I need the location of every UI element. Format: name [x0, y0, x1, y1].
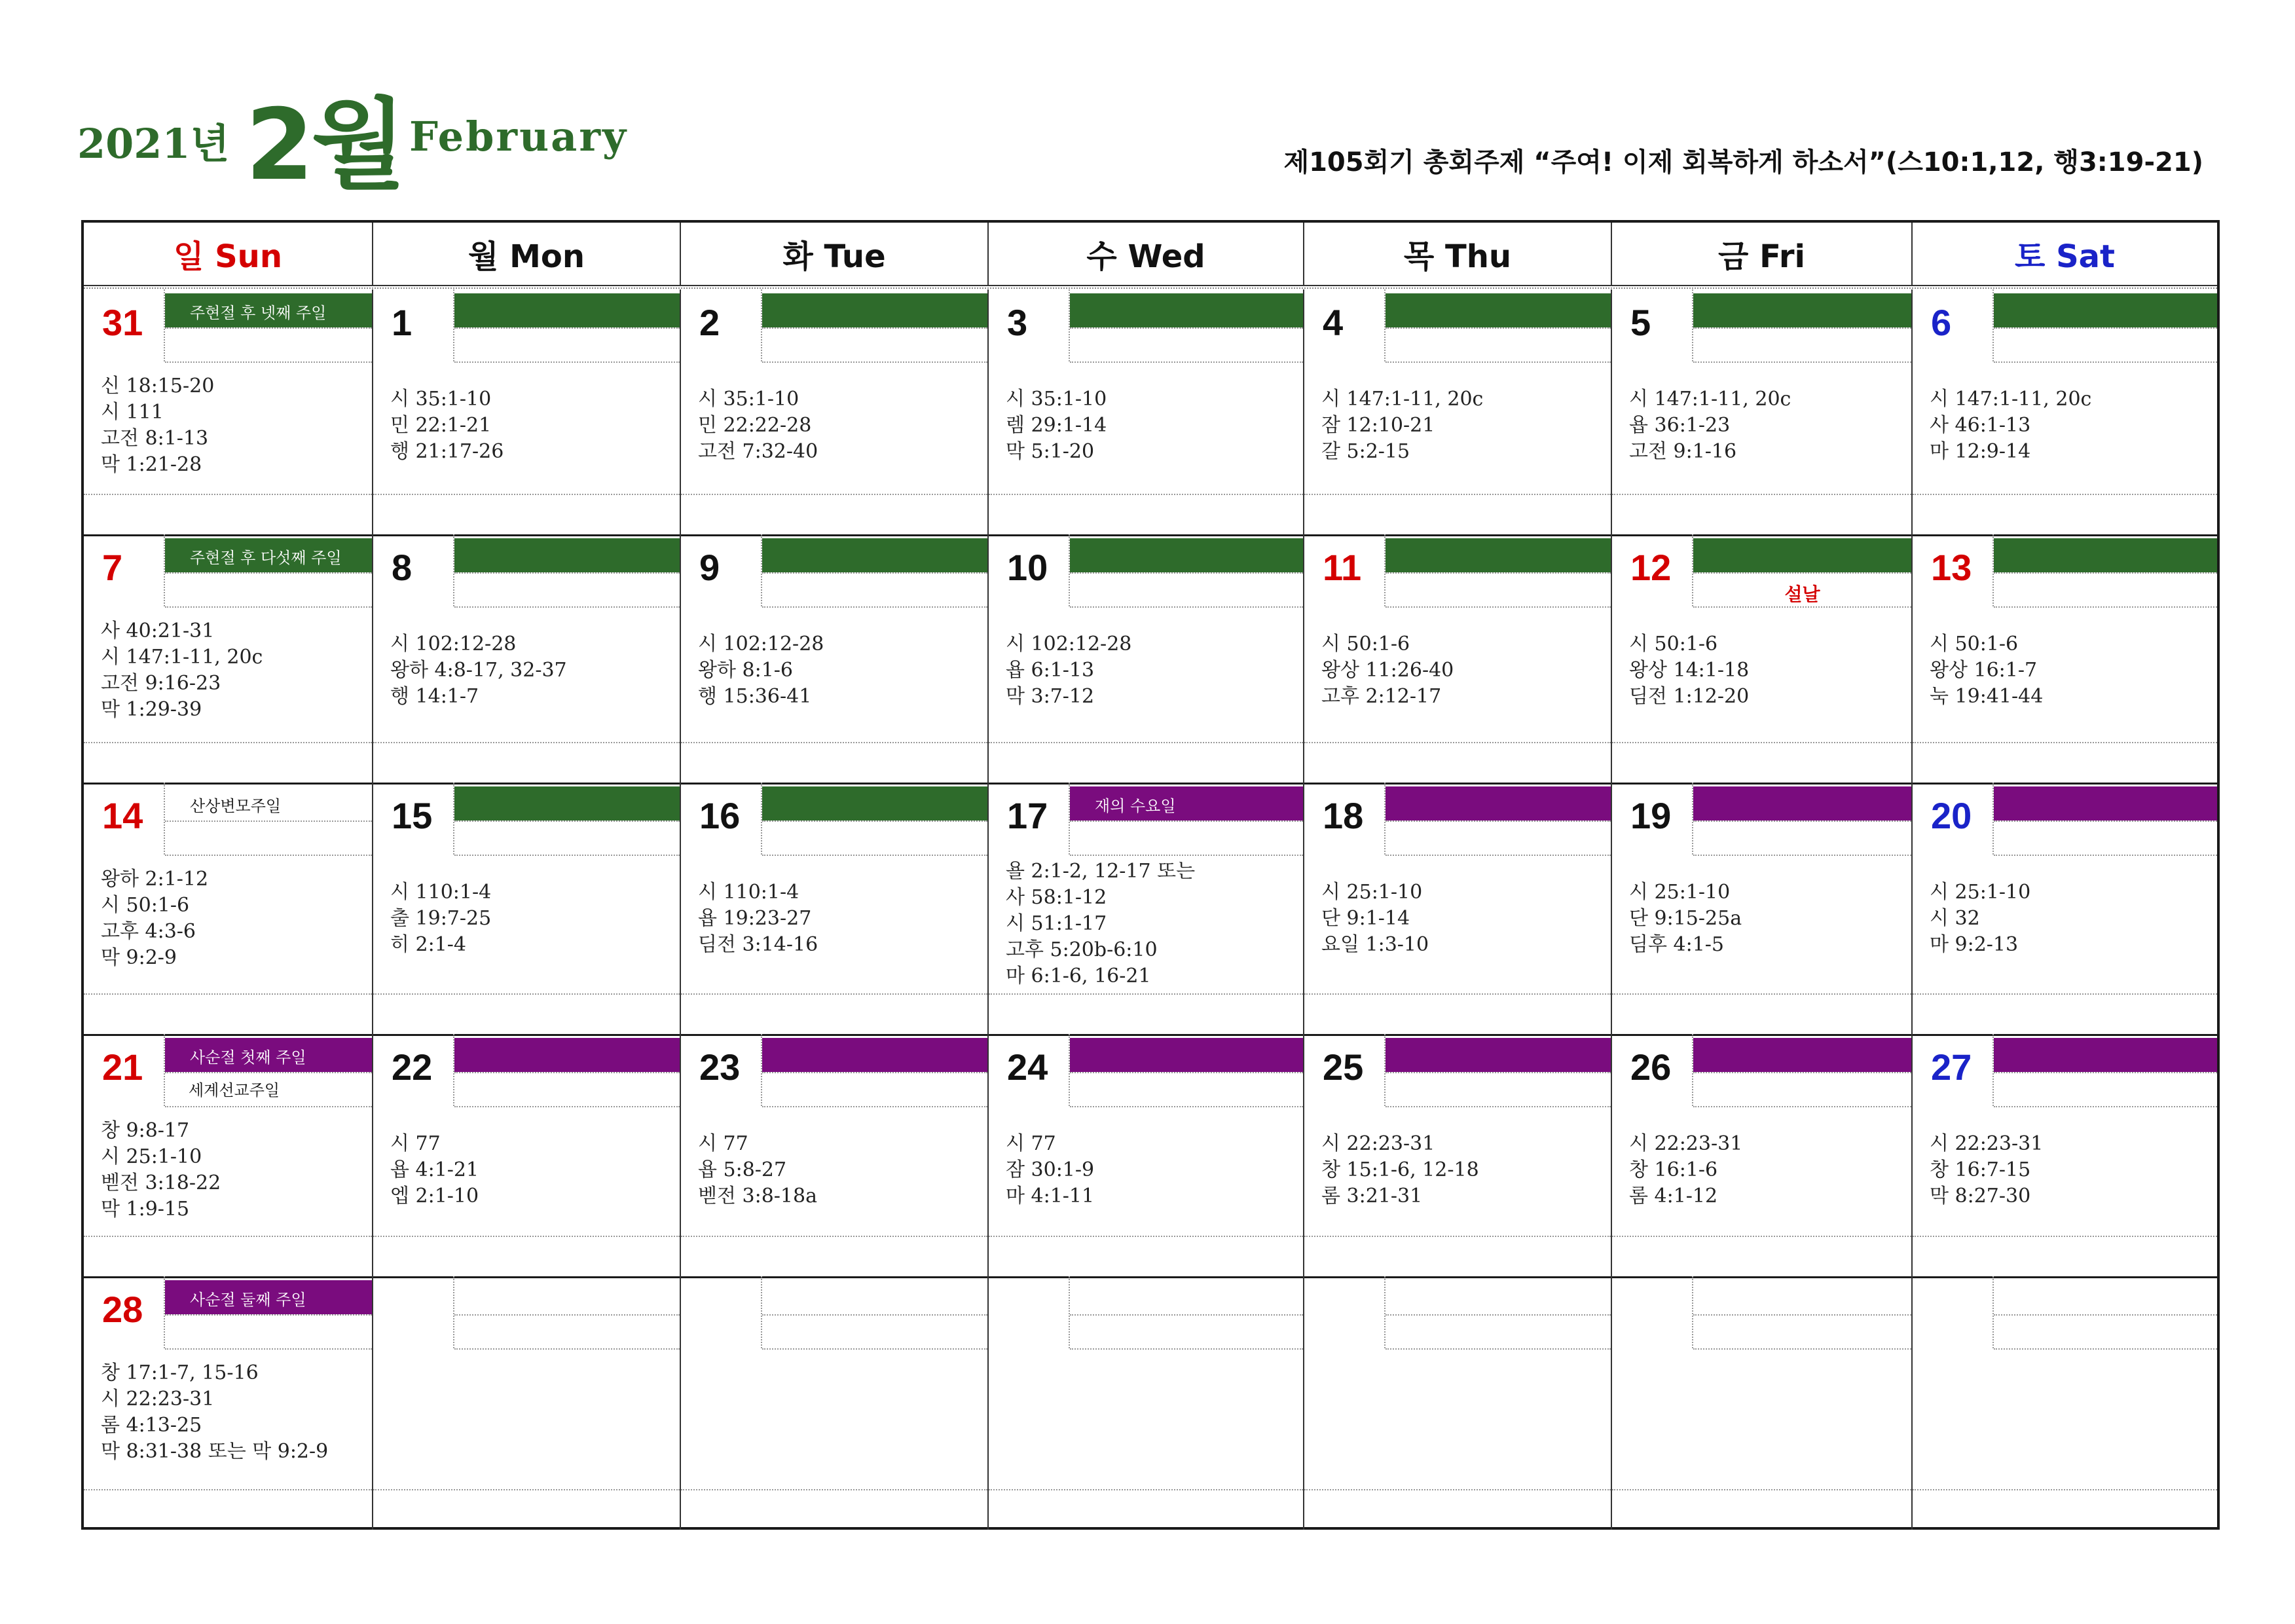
day-cell-26 [1612, 1034, 1913, 1276]
lectionary-readings: 욜 2:1-2, 12-17 또는 사 58:1-12 시 51:1-17 고후 5:20b-6:10 마 6:1-6, 16-21 [1006, 860, 1196, 987]
day-number: 31 [102, 302, 143, 343]
day-cell-7 [84, 534, 373, 783]
liturgical-season-band [762, 293, 987, 327]
special-sunday-label: 세계선교주일 [189, 1081, 280, 1099]
liturgical-season-band [1070, 538, 1303, 572]
lectionary-readings: 시 50:1-6 왕상 14:1-18 딤전 1:12-20 [1629, 633, 1750, 708]
liturgical-season-band [165, 293, 372, 327]
holiday-label: 설날 [1784, 583, 1820, 605]
liturgical-season-band [1070, 293, 1303, 327]
day-cell-11 [1304, 534, 1612, 783]
weekday-header: 월 Mon [373, 223, 681, 285]
day-cell-1 [373, 289, 681, 534]
liturgical-day-label: 주현절 후 넷째 주일 [190, 304, 327, 322]
day-cell-17 [989, 783, 1304, 1034]
day-number: 24 [1007, 1046, 1048, 1088]
lectionary-readings: 시 147:1-11, 20c 사 46:1-13 마 12:9-14 [1930, 388, 2092, 463]
lectionary-readings: 왕하 2:1-12 시 50:1-6 고후 4:3-6 막 9:2-9 [101, 868, 209, 969]
title-month-en: February [409, 113, 629, 160]
day-cell-20 [1913, 783, 2217, 1034]
lectionary-readings: 시 102:12-28 욥 6:1-13 막 3:7-12 [1006, 633, 1132, 708]
day-number: 22 [392, 1046, 433, 1088]
day-number: 27 [1931, 1046, 1972, 1088]
liturgical-season-band [1994, 786, 2217, 821]
day-cell-22 [373, 1034, 681, 1276]
day-number: 23 [699, 1046, 741, 1088]
lectionary-readings: 시 22:23-31 창 15:1-6, 12-18 롬 3:21-31 [1321, 1132, 1479, 1208]
calendar-grid [81, 220, 2220, 1530]
liturgical-season-band [1386, 786, 1611, 821]
lectionary-readings: 신 18:15-20 시 111 고전 8:1-13 막 1:21-28 [101, 375, 215, 476]
day-number: 28 [102, 1289, 143, 1330]
day-cell-24 [989, 1034, 1304, 1276]
day-cell-25 [1304, 1034, 1612, 1276]
weekday-header: 토 Sat [2015, 238, 2115, 275]
liturgical-season-band [165, 1280, 372, 1314]
liturgical-season-band [165, 538, 372, 572]
empty-day-cell [1612, 1276, 1913, 1530]
liturgical-season-band [762, 786, 987, 821]
day-number: 18 [1323, 795, 1364, 836]
lectionary-readings: 시 50:1-6 왕상 11:26-40 고후 2:12-17 [1321, 633, 1454, 708]
day-cell-3 [989, 289, 1304, 534]
liturgical-season-band [454, 293, 680, 327]
day-number: 2 [699, 302, 720, 343]
weekday-header: 화 Tue [681, 223, 989, 285]
liturgical-season-band [762, 1038, 987, 1072]
liturgical-season-band [1386, 538, 1611, 572]
day-number: 20 [1931, 795, 1972, 836]
liturgical-season-band [454, 786, 680, 821]
lectionary-readings: 시 77 욥 4:1-21 엡 2:1-10 [390, 1132, 479, 1208]
lectionary-readings: 창 17:1-7, 15-16 시 22:23-31 롬 4:13-25 막 8:31-38 또는 막 9:2-9 [101, 1361, 329, 1463]
title-month: 2월 [246, 88, 404, 202]
liturgical-season-band [1994, 1038, 2217, 1072]
lectionary-readings: 시 77 욥 5:8-27 벧전 3:8-18a [698, 1132, 817, 1208]
day-cell-28 [84, 1276, 373, 1530]
day-cell-27 [1913, 1034, 2217, 1276]
title-year: 2021년 [77, 120, 230, 168]
day-cell-6 [1913, 289, 2217, 534]
day-cell-9 [681, 534, 989, 783]
lectionary-readings: 시 147:1-11, 20c 욥 36:1-23 고전 9:1-16 [1629, 388, 1791, 463]
day-cell-15 [373, 783, 681, 1034]
day-cell-12 [1612, 534, 1913, 783]
lectionary-readings: 시 110:1-4 출 19:7-25 히 2:1-4 [390, 881, 492, 956]
liturgical-season-band [1070, 786, 1303, 821]
day-number: 16 [699, 795, 741, 836]
day-number: 15 [392, 795, 433, 836]
empty-day-cell [681, 1276, 989, 1530]
lectionary-readings: 시 77 잠 30:1-9 마 4:1-11 [1006, 1132, 1095, 1208]
liturgical-day-label: 사순절 첫째 주일 [190, 1048, 306, 1067]
lectionary-readings: 시 22:23-31 창 16:1-6 롬 4:1-12 [1629, 1132, 1743, 1208]
lectionary-readings: 시 110:1-4 욥 19:23-27 딤전 3:14-16 [698, 881, 818, 956]
day-cell-18 [1304, 783, 1612, 1034]
empty-day-cell [1913, 1276, 2217, 1530]
weekday-header: 일 Sun [84, 223, 373, 285]
day-number: 5 [1630, 302, 1651, 343]
lectionary-readings: 시 35:1-10 민 22:22-28 고전 7:32-40 [698, 388, 818, 463]
liturgical-season-band [1386, 293, 1611, 327]
liturgical-season-band [1070, 1038, 1303, 1072]
day-cell-31 [84, 289, 373, 534]
day-cell-10 [989, 534, 1304, 783]
day-number: 9 [699, 547, 720, 588]
liturgical-season-band [454, 1038, 680, 1072]
day-number: 4 [1323, 302, 1344, 343]
lectionary-readings: 시 102:12-28 왕하 4:8-17, 32-37 행 14:1-7 [390, 633, 567, 708]
day-cell-16 [681, 783, 989, 1034]
lectionary-readings: 시 147:1-11, 20c 잠 12:10-21 갈 5:2-15 [1321, 388, 1484, 463]
liturgical-season-band [1386, 1038, 1611, 1072]
assembly-theme: 제105회기 총회주제 “주여! 이제 회복하게 하소서”(스10:1,12, 행3:19-21) [1283, 147, 2203, 177]
lectionary-readings: 시 25:1-10 단 9:1-14 요일 1:3-10 [1321, 881, 1429, 956]
day-cell-14 [84, 783, 373, 1034]
day-number: 12 [1630, 547, 1672, 588]
lectionary-readings: 시 102:12-28 왕하 8:1-6 행 15:36-41 [698, 633, 824, 708]
day-cell-5 [1612, 289, 1913, 534]
liturgical-season-band [165, 1038, 372, 1072]
day-number: 11 [1323, 547, 1362, 588]
liturgical-season-band [1693, 293, 1911, 327]
liturgical-season-band [1994, 293, 2217, 327]
day-number: 17 [1007, 795, 1048, 836]
lectionary-readings: 시 35:1-10 민 22:1-21 행 21:17-26 [390, 388, 504, 463]
weekday-header: 수 Wed [989, 223, 1304, 285]
liturgical-day-label: 산상변모주일 [190, 797, 282, 815]
empty-day-cell [1304, 1276, 1612, 1530]
liturgical-day-label: 주현절 후 다섯째 주일 [190, 549, 342, 567]
day-number: 19 [1630, 795, 1672, 836]
lectionary-readings: 시 25:1-10 시 32 마 9:2-13 [1930, 881, 2031, 956]
day-number: 14 [102, 795, 143, 836]
day-number: 21 [102, 1046, 143, 1088]
day-number: 26 [1630, 1046, 1672, 1088]
liturgical-season-band [1693, 538, 1911, 572]
day-number: 8 [392, 547, 413, 588]
day-cell-4 [1304, 289, 1612, 534]
liturgical-season-band [454, 538, 680, 572]
lectionary-readings: 시 22:23-31 창 16:7-15 막 8:27-30 [1930, 1132, 2044, 1208]
day-number: 3 [1007, 302, 1028, 343]
day-cell-19 [1612, 783, 1913, 1034]
liturgical-day-label: 사순절 둘째 주일 [190, 1291, 306, 1309]
liturgical-season-band [1693, 1038, 1911, 1072]
empty-day-cell [989, 1276, 1304, 1530]
liturgical-day-label: 재의 수요일 [1095, 797, 1176, 815]
lectionary-readings: 창 9:8-17 시 25:1-10 벧전 3:18-22 막 1:9-15 [101, 1119, 221, 1221]
empty-day-cell [373, 1276, 681, 1530]
lectionary-readings: 사 40:21-31 시 147:1-11, 20c 고전 9:16-23 막 1:29-39 [101, 619, 263, 721]
day-cell-13 [1913, 534, 2217, 783]
day-number: 1 [392, 302, 413, 343]
day-number: 25 [1323, 1046, 1364, 1088]
day-cell-2 [681, 289, 989, 534]
lectionary-readings: 시 50:1-6 왕상 16:1-7 눅 19:41-44 [1930, 633, 2044, 708]
day-number: 7 [102, 547, 123, 588]
day-number: 6 [1931, 302, 1952, 343]
liturgical-season-band [1693, 786, 1911, 821]
day-cell-8 [373, 534, 681, 783]
day-cell-23 [681, 1034, 989, 1276]
liturgical-season-band [762, 538, 987, 572]
day-number: 10 [1007, 547, 1048, 588]
liturgical-season-band [1994, 538, 2217, 572]
lectionary-readings: 시 25:1-10 단 9:15-25a 딤후 4:1-5 [1629, 881, 1742, 956]
weekday-header: 금 Fri [1612, 223, 1913, 285]
weekday-header: 목 Thu [1304, 223, 1612, 285]
lectionary-readings: 시 35:1-10 렘 29:1-14 막 5:1-20 [1006, 388, 1107, 463]
day-number: 13 [1931, 547, 1972, 588]
day-cell-21 [84, 1034, 373, 1276]
